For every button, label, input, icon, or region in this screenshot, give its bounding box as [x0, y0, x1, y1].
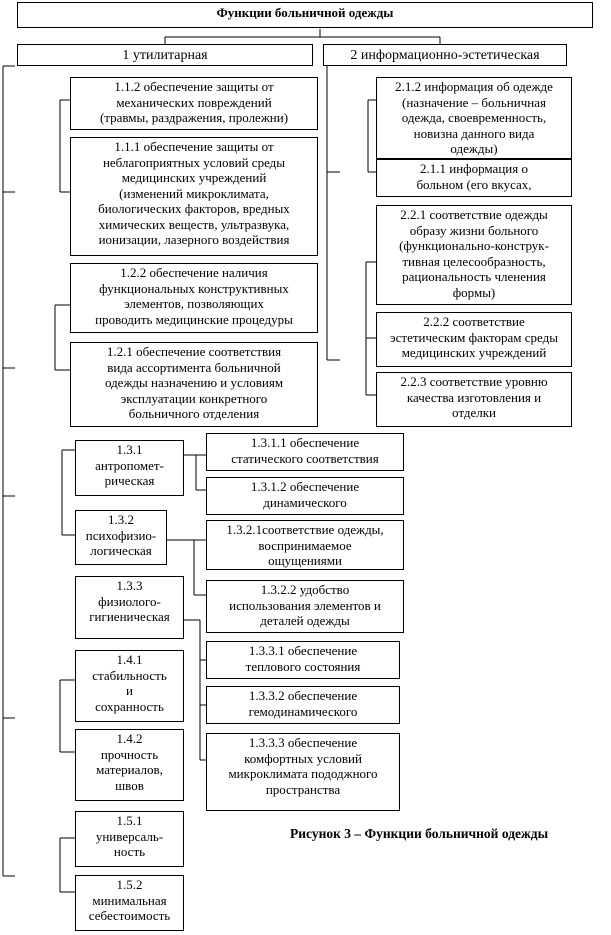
item-line: элементов, позволяющих — [124, 296, 264, 311]
group-1-4-2 — [75, 729, 184, 801]
group-line: 1.4.1 — [116, 652, 143, 667]
group-line: 1.3.2 — [108, 512, 134, 527]
subitem-line: 1.3.3.1 обеспечение — [248, 643, 358, 658]
subitem-line: 1.3.3.3 обеспечение — [248, 735, 358, 750]
item-2-1-2 — [376, 77, 572, 159]
subitem-line: 1.3.1.1 обеспечение — [250, 435, 360, 450]
group-1-5-2 — [75, 875, 184, 931]
subitem-line: теплового состояния — [245, 658, 361, 674]
item-line: медицинских учреждений — [121, 170, 267, 185]
subitem-line: 1.3.2.2 удобство — [260, 582, 350, 597]
item-line: тивная целесообразность, — [402, 253, 546, 269]
subitem-line: 1.3.3.2 обеспечение — [248, 688, 358, 703]
item-line: медицинских учреждений — [401, 345, 547, 360]
subitem-line: ощущениями — [268, 553, 342, 568]
item-line: образу жизни больного — [409, 222, 539, 238]
group-1-3-2 — [75, 510, 167, 565]
subitem-line: использования элементов и — [229, 597, 381, 613]
subitem-1-3-1-2 — [206, 477, 404, 515]
subitem-line: динамического — [263, 494, 347, 510]
group-line: рическая — [104, 473, 155, 488]
subitem-1-3-2-2 — [206, 580, 404, 633]
item-1-1-1 — [70, 137, 318, 256]
item-1-1-2 — [70, 77, 318, 130]
item-line: новизна данного вида — [413, 125, 535, 141]
item-line: одежды назначению и условиям — [104, 375, 284, 390]
subitem-line: пространства — [265, 781, 341, 797]
subitem-line: деталей одежды — [260, 613, 350, 628]
group-line: стабильность — [92, 667, 167, 683]
group-line: 1.3.3 — [116, 578, 143, 593]
item-2-2-1 — [376, 205, 572, 305]
item-line: 1.1.2 обеспечение защиты от — [114, 79, 274, 94]
figure-caption: Рисунок 3 – Функции больничной одежды — [290, 826, 549, 841]
item-2-2-2 — [376, 312, 572, 367]
item-line: одежды) — [450, 141, 498, 156]
root-title-box — [17, 2, 593, 28]
group-1-3-3 — [75, 576, 184, 639]
branch1-title: 1 утилитарная — [122, 48, 208, 63]
item-line: одежда, своевременность, — [401, 110, 547, 125]
item-line: (назначение – больничная — [402, 94, 546, 110]
subitem-line: гемодинамического — [248, 703, 358, 719]
subitem-line: 1.3.2.1соответствие одежды, — [226, 522, 384, 537]
group-line: 1.3.1 — [116, 442, 143, 457]
group-1-4-1 — [75, 650, 184, 722]
item-line: 2.2.1 соответствие одежды — [400, 207, 548, 222]
group-line: прочность — [100, 746, 159, 762]
item-line: механических повреждений — [116, 94, 272, 110]
item-line: больничного отделения — [128, 406, 260, 421]
item-line: 1.2.1 обеспечение соответствия — [106, 344, 282, 359]
branch2-header — [323, 44, 567, 66]
group-line: логическая — [90, 543, 152, 558]
item-line: рациональность членения — [402, 269, 546, 284]
group-line: и — [126, 683, 133, 698]
subitem-1-3-3-2 — [206, 686, 400, 724]
subitem-1-3-3-1 — [206, 641, 400, 679]
item-line: 2.1.2 информация об одежде — [395, 79, 553, 94]
group-line: швов — [115, 777, 144, 793]
item-1-2-2 — [70, 263, 318, 333]
root-title: Функции больничной одежды — [216, 5, 394, 20]
item-line: отделки — [452, 405, 496, 420]
item-line: (травмы, раздражения, пролежни) — [99, 110, 289, 125]
item-1-2-1 — [70, 342, 318, 427]
group-line: себестоимость — [88, 908, 171, 923]
group-line: универсаль- — [95, 828, 164, 844]
group-1-5-1 — [75, 811, 184, 867]
group-line: 1.5.2 — [116, 877, 143, 892]
group-line: гигиеническая — [89, 609, 170, 624]
item-line: 2.2.3 соответствие уровню — [400, 374, 548, 389]
group-line: 1.5.1 — [116, 813, 143, 828]
item-line: 1.1.1 обеспечение защиты от — [114, 139, 274, 154]
item-line: (изменений микроклимата, — [119, 185, 269, 201]
group-line: физиолого- — [98, 593, 161, 609]
subitem-1-3-2-1 — [206, 520, 404, 570]
item-2-1-1 — [376, 159, 572, 197]
item-line: функциональных конструктивных — [99, 280, 289, 296]
group-line: материалов, — [96, 762, 163, 777]
item-line: эстетическим факторам среды — [390, 329, 558, 345]
item-line: формы) — [452, 284, 496, 300]
item-line: эксплуатации конкретного — [120, 390, 268, 406]
group-line: минимальная — [92, 892, 167, 908]
item-line: 2.1.1 информация о — [420, 161, 528, 176]
item-line: 2.2.2 соответствие — [423, 314, 525, 329]
item-line: проводить медицинские процедуры — [95, 311, 293, 327]
item-line: (функционально-конструк- — [399, 238, 549, 253]
item-line: ионизации, лазерного воздействия — [98, 232, 290, 247]
group-1-3-1 — [75, 440, 184, 496]
subitem-line: воспринимаемое — [258, 537, 352, 553]
group-line: ность — [113, 844, 146, 859]
branch1-header — [17, 44, 313, 66]
item-line: химических веществ, ультразвука, — [98, 216, 290, 232]
group-line: сохранность — [95, 698, 164, 714]
subitem-line: статического соответствия — [231, 450, 379, 466]
subitem-line: комфортных условий — [244, 750, 362, 766]
branch2-title: 2 информационно-эстетическая — [350, 48, 540, 63]
subitem-line: 1.3.1.2 обеспечение — [250, 479, 360, 494]
item-line: больном (его вкусах, — [416, 176, 532, 192]
subitem-1-3-3-3 — [206, 733, 400, 811]
subitem-1-3-1-1 — [206, 433, 404, 471]
subitem-line: микроклимата пододжного — [228, 766, 378, 781]
item-line: биологических факторов, вредных — [98, 201, 290, 216]
group-line: психофизио- — [85, 527, 157, 543]
item-line: качества изготовления и — [406, 389, 542, 405]
item-2-2-3 — [376, 372, 572, 427]
group-line: антропомет- — [95, 457, 164, 473]
item-line: неблагоприятных условий среды — [102, 154, 286, 170]
group-line: 1.4.2 — [116, 731, 143, 746]
item-line: 1.2.2 обеспечение наличия — [120, 265, 268, 280]
item-line: вида ассортимента больничной — [107, 359, 281, 375]
